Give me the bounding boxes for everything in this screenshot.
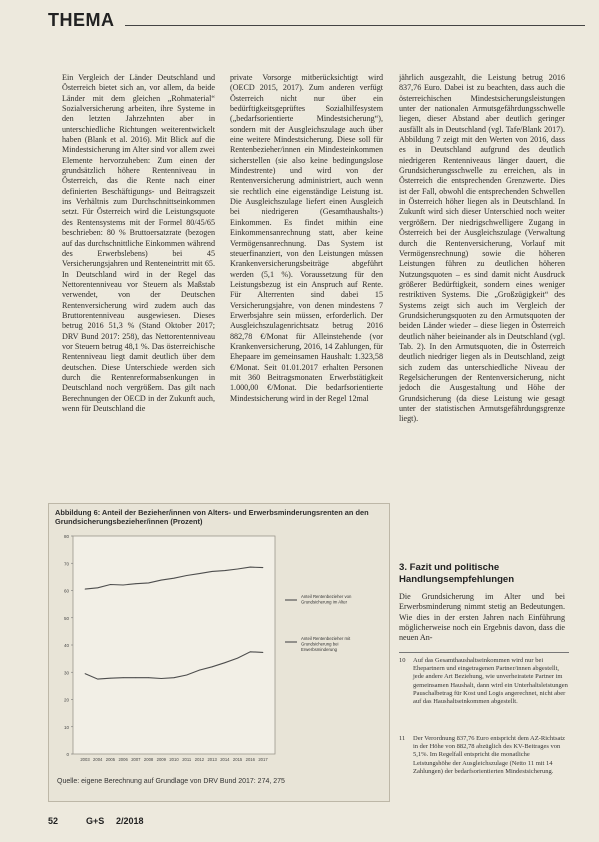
series-point xyxy=(97,587,98,588)
series-point xyxy=(199,573,200,574)
section-heading: 3. Fazit und politische Handlungsempfehlungen xyxy=(399,562,515,585)
y-tick-label: 50 xyxy=(63,615,69,621)
y-tick-label: 30 xyxy=(63,670,69,676)
series-point xyxy=(135,583,136,584)
footnote-rule xyxy=(399,652,569,653)
legend-label: Anteil Rentenbezieher mit Grundsicherung bei Erwerbsminderung xyxy=(301,636,351,653)
legend-label: Anteil Rentenbezieher von Grundsicherung im Alter xyxy=(301,594,352,605)
series-point xyxy=(148,677,149,678)
series-point xyxy=(85,673,86,674)
footnote-number: 10 xyxy=(399,657,406,664)
figure-source: Quelle: eigene Berechnung auf Grundlage von DRV Bund 2017: 274, 275 xyxy=(57,778,285,785)
plot-area xyxy=(73,536,275,754)
text-column-2 xyxy=(230,73,383,499)
series-point xyxy=(224,662,225,663)
series-point xyxy=(237,569,238,570)
series-point xyxy=(123,585,124,586)
series-point xyxy=(85,589,86,590)
page-header xyxy=(0,0,599,36)
series-point xyxy=(263,652,264,653)
series-point xyxy=(174,578,175,579)
series-point xyxy=(161,678,162,679)
footnote-11 xyxy=(399,735,569,795)
series-point xyxy=(97,679,98,680)
y-tick-label: 60 xyxy=(63,588,69,594)
x-tick-label: 2004 xyxy=(93,757,103,762)
x-tick-label: 2009 xyxy=(156,757,166,762)
series-point xyxy=(224,570,225,571)
y-tick-label: 10 xyxy=(63,724,69,730)
x-tick-label: 2007 xyxy=(131,757,141,762)
series-point xyxy=(186,575,187,576)
column-3-text: jährlich ausgezahlt, die Leistung betrug 2016 837,76 Euro. Dabei ist zu beachten, dass auch die österreichischen Mindestsicherungsleistungen unter der nationalen Armutsgefährdungsschwelle liegen, dieser Abstand aber deutlich geringer ausfällt als in Deutschland (vgl. Tafe/Blank 2017). Abbildung 7 zeigt mit den Werten von 2016, dass es in Deutschland aufgrund des deutlich niedrigeren Rentenniveaus länger dauert, die Grundsicherungsschwelle zu erreichen, als in Österreich die entsprechenden Grenzwerte. Dies ist der Fall, obwohl die entsprechenden Schwellen in Österreich höher liegen als in Deutschland. In Zukunft wird sich dieser Unterschied noch weiter vergrößern. Der niedrigschwelligere Zugang in Österreich bei der Ausgleichszulage (Verwaltung durch die Rentenversicherung, Vorlauf mit Vermögensrechnung) sowie die höheren Leistungen führen zu deutlichen höheren Nutzungsquoten – es sind damit nicht Ausdruck größerer Bedürftigkeit, sondern eines weniger restriktiven Systems. Die „Großzügigkeit“ des Systems zeigt sich auch im Vergleich der Grundsicherungsquoten zu den Armutsquoten der beiden Länder wieder – diese liegen in Österreich deutlich näher beieinander als in Deutschland (vgl. Tab. 2). In den Armutsquoten, die in Österreich deutlich niedriger liegen als in Deutschland, zeigt sich zudem das unterschiedliche Niveau der Regelsicherungen der Rentenversicherung, nicht jedoch die Ausgestaltung und Höhe der Grundsicherung (da diese Leistung wie gesagt unter der statistischen Armutsgefährdungsgrenze liegt). xyxy=(399,73,565,424)
series-point xyxy=(237,658,238,659)
y-tick-label: 20 xyxy=(63,697,69,703)
series-point xyxy=(161,580,162,581)
x-tick-label: 2008 xyxy=(143,757,154,762)
x-tick-label: 2014 xyxy=(220,757,230,762)
x-tick-label: 2012 xyxy=(194,757,205,762)
y-tick-label: 0 xyxy=(66,752,69,757)
series-point xyxy=(110,584,111,585)
text-column-3 xyxy=(399,73,565,543)
series-point xyxy=(148,582,149,583)
x-tick-label: 2017 xyxy=(258,757,268,762)
y-tick-label: 70 xyxy=(63,561,69,567)
footnote-10 xyxy=(399,657,569,727)
x-tick-label: 2011 xyxy=(182,757,192,762)
series-point xyxy=(174,677,175,678)
footnote-text: Der Verordnung 837,76 Euro entspricht dem AZ-Richtsatz in der Höhe von 882,78 abzüglich des KV-Beitrages von 5,1%. Im Regelfall entspricht die monatliche Leistungshöhe der Ausgleichszulage (Netto 11 mit 14 Zahlungen) der bedarfsorientierten Mindestsicherung. xyxy=(413,735,566,775)
series-point xyxy=(110,678,111,679)
x-tick-label: 2005 xyxy=(105,757,116,762)
series-point xyxy=(263,567,264,568)
header-rule xyxy=(125,25,585,26)
page-number: 52 xyxy=(48,816,59,826)
x-tick-label: 2010 xyxy=(169,757,179,762)
series-point xyxy=(135,677,136,678)
column-1-text: Ein Vergleich der Länder Deutschland und Österreich bietet sich an, vor allem, da beide Länder mit dem gleichen „Rohmaterial“ Sozialversicherung arbeiten, ihre Systeme in den letzten Jahrzehnten aber in unterschiedliche Richtungen weiterentwickelt haben (Blank et al. 2016). Mit Blick auf die Mindestsicherung im Alter sind vor allem zwei Elemente hervorzuheben: Zum einen der grundsätzlich höhere Rentenniveau in Österreich, das die Rente nach einer definierten Beschäftigungs- und Beitragszeit ins Verhältnis zum Durchschnittseinkommen setzt. Für Österreich wird die Leistungsquote des Rentensystems mit der Formel 80/45/65 beschrieben: 80 % Bruttoersatzrate (bezogen auf das durchschnittliche Einkommen während des Erwerbslebens) bei 45 Versicherungsjahren und Renteneintritt mit 65. In Deutschland wird in der Regel das Nettorentenniveau vor Steuern als Maßstab verwendet, von der Deutschen Rentenversicherung wird zudem auch das Bruttorentenniveau ausgewiesen. Dieses betrug 2016 51,3 % (Stand Oktober 2017; DRV Bund 2017: 258), das Nettorentenniveau vor Steuern betrug 48,1 %. Das österreichische Rentenniveau liegt damit deutlich über dem deutschen. Diese Unterschiede werden sich durch die Rentenreformabsenkungen in Deutschland noch vergrößern. Das gilt nach Berechnungen der OECD in der Zukunft auch, wenn für Deutschland die xyxy=(62,73,215,413)
column-2-text: private Vorsorge mitberücksichtigt wird (OECD 2015, 2017). Zum anderen verfügt Österreich nicht nur über ein bedürftigkeitsgeprüftes Sozialhilfesystem („bedarfsorientierte Mindestsicherung“), sondern mit der Ausgleichszulage auch über eine weitere Mindestsicherung. Diese soll für Rentenbezieher/innen ein Mindesteinkommen sicherstellen (sie also keine bedingungslose Mindestrente) und wird von der Rentenversicherung administriert, auch wenn sie rechtlich eine eigenständige Leistung ist. Die Ausgleichszulage liefert einen Ausgleich bei niedrigeren (Gesamthaushalts-) Einkommen. Es findet mithin eine Einkommensanrechnung statt, aber keine Vermögensanrechnung. Das System ist steuerfinanziert, von den Leistungen müssen Krankenversicherungsbeiträge abgeführt werden (5,1 %). Voraussetzung für den Leistungsbezug ist ein Anspruch auf Rente. Für Alterrenten sind dabei 15 Versicherungsjahre, von denen mindestens 7 Erwerbsjahre sein müssen, erforderlich. Der Ausgleichszulagenrichtsatz betrug 2016 882,78 €/Monat für Alleinstehende (vor Krankenversicherung, 2016, 14 Zahlungen, für Ehepaare im gemeinsamen Haushalt: 1.323,58 €/Monat. Seit 01.01.2017 erhalten Personen mit 360 Beitragsmonaten Erwerbstätigkeit 1.000,00 €/Monat. Die bedarfsorientierte Mindestsicherung wird in der Regel 12mal xyxy=(230,73,383,403)
line-chart xyxy=(49,528,387,778)
page-footer xyxy=(48,816,144,826)
section-text-block xyxy=(399,592,565,646)
section-label: THEMA xyxy=(48,10,115,30)
series-point xyxy=(186,675,187,676)
series-point xyxy=(123,677,124,678)
footnote-number: 11 xyxy=(399,735,406,742)
y-tick-label: 80 xyxy=(63,534,69,539)
x-tick-label: 2006 xyxy=(118,757,128,762)
figure-box xyxy=(48,503,390,802)
x-tick-label: 2015 xyxy=(232,757,243,762)
footnote-text: Auf das Gesamthaushaltseinkommen wird nur bei Ehepartnern und eingetragenen Partner/innen abgestellt, jede andere Art Beziehung, wie unverheiratete Partner im gemeinsamen Haushalt, dann wird ein Unterhaltsleistungen Pauschalbetrag für Kost und Logis angerechnet, nicht aber auf das Haushaltseinkommen abgestellt. xyxy=(413,657,568,706)
figure-title: Abbildung 6: Anteil der Bezieher/innen von Alters- und Erwerbsminderungsrenten an den Grundsicherungsbezieher/innen (Prozent) xyxy=(55,508,369,526)
x-tick-label: 2003 xyxy=(80,757,90,762)
journal-issue: 2/2018 xyxy=(116,816,144,826)
series-point xyxy=(250,567,251,568)
journal-name: G+S xyxy=(86,816,105,826)
y-tick-label: 40 xyxy=(63,643,69,648)
x-tick-label: 2016 xyxy=(245,757,255,762)
x-tick-label: 2013 xyxy=(207,757,217,762)
series-point xyxy=(212,666,213,667)
text-column-1 xyxy=(62,73,215,499)
series-point xyxy=(199,670,200,671)
series-point xyxy=(250,651,251,652)
series-point xyxy=(212,571,213,572)
section-text: Die Grundsicherung im Alter und bei Erwerbsminderung nimmt stetig an Bedeutungen. Wie dies in der ersten Jahren nach Einführung möglicherweise noch ein Ergebnis davon, dass die neuen An- xyxy=(399,592,565,643)
